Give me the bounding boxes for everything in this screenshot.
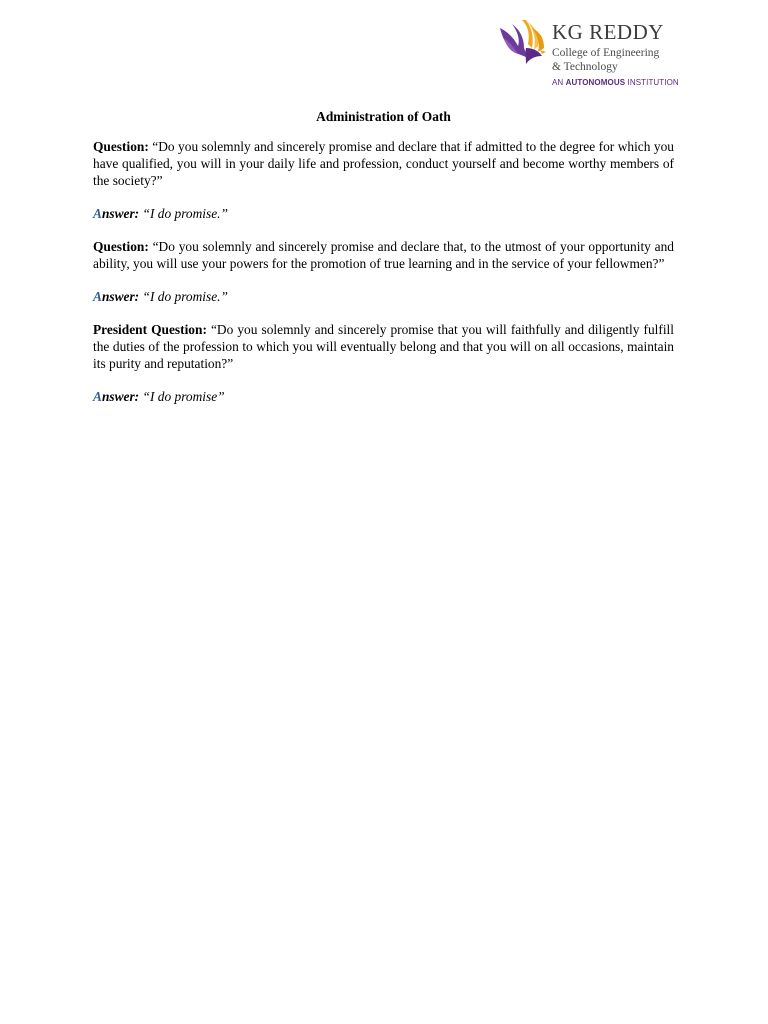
answer-label-initial: A <box>93 206 102 221</box>
institution-logo <box>498 16 679 90</box>
answer-label <box>93 389 139 404</box>
answer-label <box>93 206 139 221</box>
question-text: “Do you solemnly and sincerely promise and declare that, to the utmost of your opportunity and ability, you will use your powers for the promotion of true learning and in the service of your fellowmen?” <box>93 239 674 271</box>
question-label: Question: <box>93 139 149 154</box>
document-title: Administration of Oath <box>316 109 451 124</box>
logo-college-line: College of Engineering <box>552 47 660 59</box>
logo-tag-prefix: AN <box>552 78 566 87</box>
answer-label-rest: nswer: <box>101 389 140 404</box>
logo-tag-bold: AUTONOMOUS <box>565 78 626 87</box>
document-body <box>93 108 674 421</box>
question-text: “Do you solemnly and sincerely promise that you will faithfully and diligently fulfill the duties of the profession to which you will eventually belong and that you will on all occasions, maintain its purity and reputation?” <box>93 322 674 371</box>
answer-label-initial: A <box>93 389 102 404</box>
logo-tag-suffix: INSTITUTION <box>625 78 679 87</box>
logo-tagline <box>552 79 679 87</box>
answer-paragraph-2 <box>93 288 674 305</box>
answer-paragraph-3 <box>93 388 674 405</box>
question-paragraph-1 <box>93 138 674 189</box>
answer-label-initial: A <box>93 289 102 304</box>
eagle-logo-icon <box>498 18 548 66</box>
answer-text: “I do promise” <box>139 389 225 404</box>
answer-label-rest: nswer: <box>101 206 140 221</box>
question-paragraph-2 <box>93 238 674 272</box>
question-text: “Do you solemnly and sincerely promise and declare that if admitted to the degree for which you have qualified, you will in your daily life and profession, conduct yourself and become worthy members of the society?” <box>93 139 674 188</box>
question-paragraph-3 <box>93 321 674 372</box>
answer-label-rest: nswer: <box>101 289 140 304</box>
answer-paragraph-1 <box>93 205 674 222</box>
president-question-label: President Question: <box>93 322 207 337</box>
answer-label <box>93 289 139 304</box>
question-label: Question: <box>93 239 149 254</box>
logo-brand-name: KG REDDY <box>552 20 664 44</box>
answer-text: “I do promise.” <box>139 206 228 221</box>
logo-technology-line: & Technology <box>552 61 618 73</box>
answer-text: “I do promise.” <box>139 289 228 304</box>
